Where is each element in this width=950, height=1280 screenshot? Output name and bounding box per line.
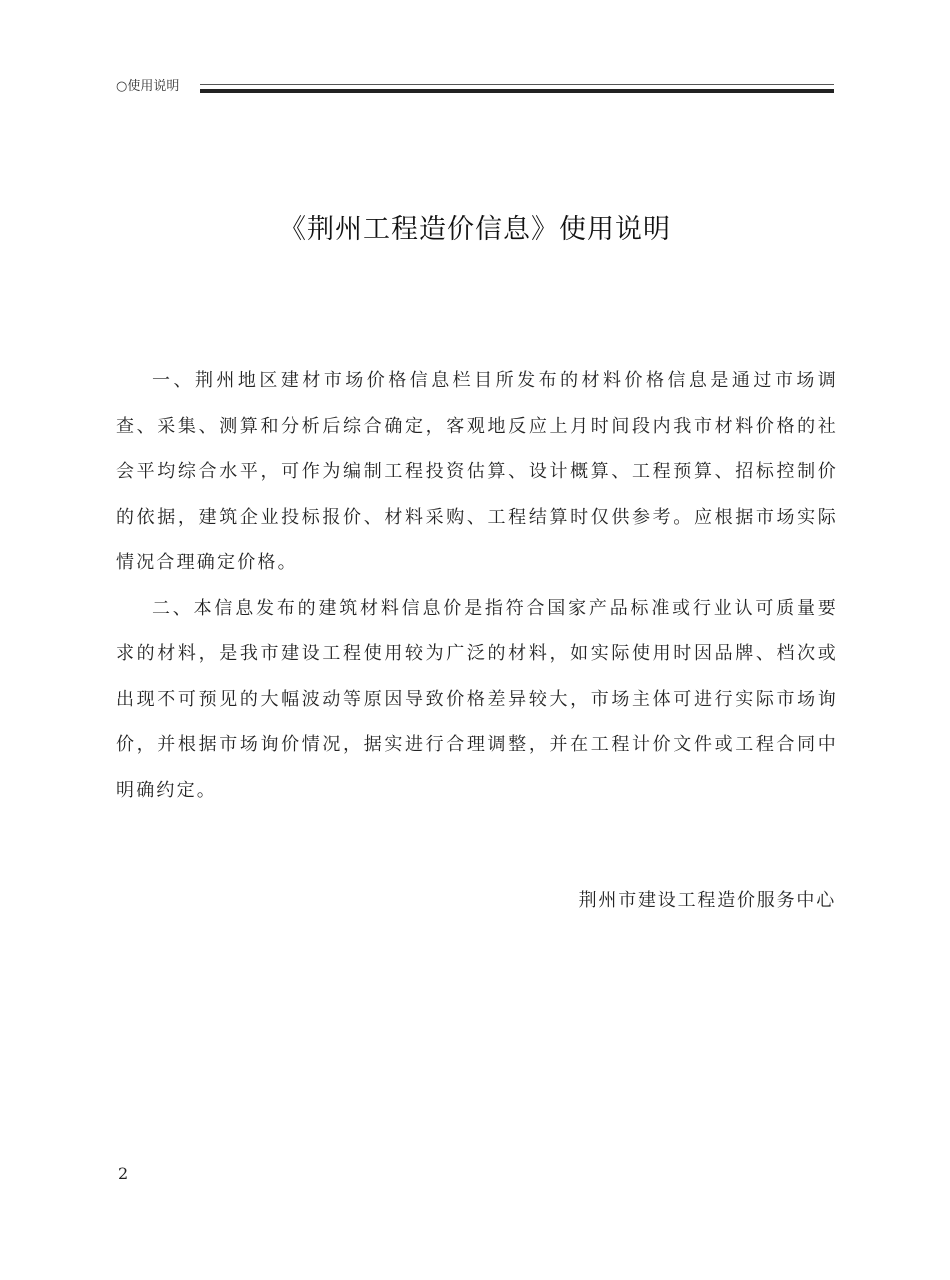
- page-number: 2: [118, 1164, 129, 1183]
- header-rule-thin: [200, 84, 834, 85]
- document-title: 《荆州工程造价信息》使用说明: [279, 214, 671, 245]
- header-rule-thick: [200, 89, 834, 93]
- header-section-label: ○使用说明: [116, 79, 180, 94]
- running-header: [116, 78, 834, 98]
- paragraph-1: 一、荆州地区建材市场价格信息栏目所发布的材料价格信息是通过市场调查、采集、测算和分析后综合确定，客观地反应上月时间段内我市材料价格的社会平均综合水平，可作为编制工程投资估算、设计概算、工程预算、招标控制价的依据，建筑企业投标报价、材料采购、工程结算时仅供参考。应根据市场实际情况合理确定价格。: [116, 370, 838, 573]
- paragraph-2: 二、本信息发布的建筑材料信息价是指符合国家产品标准或行业认可质量要求的材料，是我市建设工程使用较为广泛的材料，如实际使用时因品牌、档次或出现不可预见的大幅波动等原因导致价格差异较大，市场主体可进行实际市场询价，并根据市场询价情况，据实进行合理调整，并在工程计价文件或工程合同中明确约定。: [116, 597, 838, 801]
- signature: 荆州市建设工程造价服务中心: [578, 890, 836, 911]
- document-body: [116, 358, 838, 813]
